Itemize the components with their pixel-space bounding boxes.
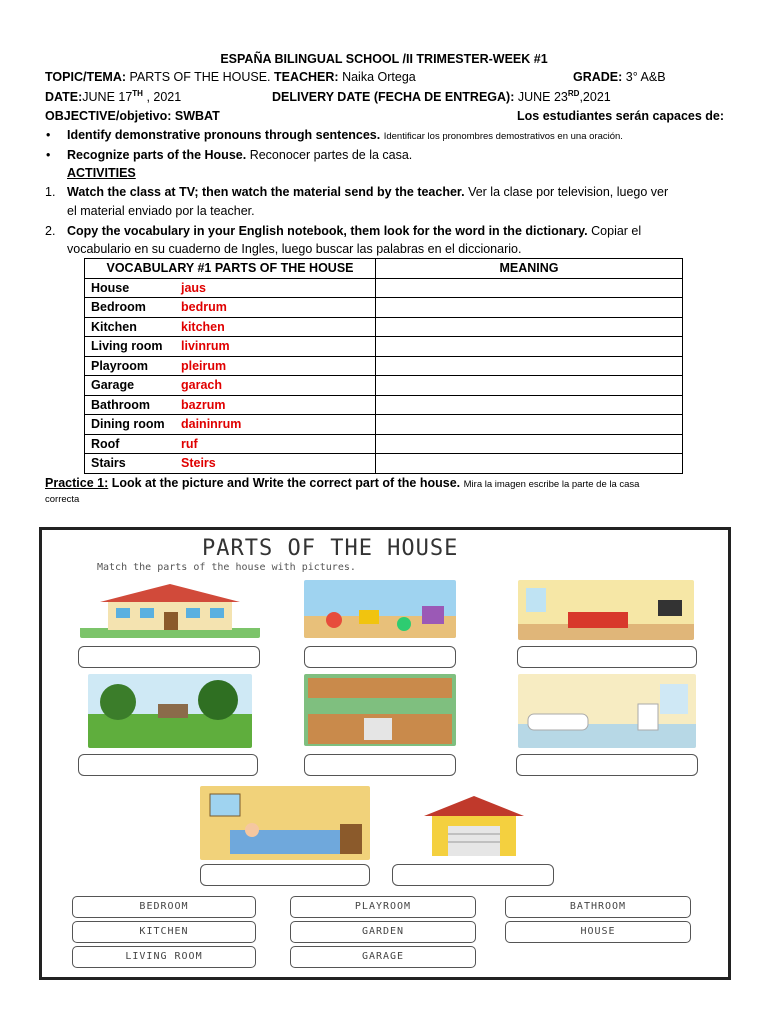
word-bank-item: KITCHEN	[72, 921, 256, 943]
delivery-year: ,2021	[579, 90, 611, 105]
grade-value: 3° A&B	[625, 70, 666, 84]
vocab-word: Garage	[91, 378, 135, 393]
table-row	[85, 278, 683, 298]
practice-es-cont: correcta	[45, 494, 80, 505]
vocab-table	[84, 258, 683, 474]
table-row	[85, 434, 683, 454]
playroom-picture	[304, 580, 456, 638]
vocab-cell	[85, 434, 376, 454]
meaning-cell[interactable]	[376, 356, 683, 376]
vocab-word: Playroom	[91, 358, 148, 373]
activity-es: Copiar el	[591, 224, 642, 238]
school-title: ESPAÑA BILINGUAL SCHOOL /II TRIMESTER-WEEK #1	[220, 52, 548, 66]
word-bank-item: GARDEN	[290, 921, 476, 943]
vocab-word: Stairs	[91, 456, 126, 471]
vocab-cell	[85, 395, 376, 415]
kitchen-picture	[304, 674, 456, 746]
objective-en: Recognize parts of the House.	[67, 148, 247, 162]
meaning-cell[interactable]	[376, 415, 683, 435]
activity-es-cont: vocabulario en su cuaderno de Ingles, luego buscar las palabras en el diccionario.	[67, 242, 522, 256]
vocab-pronunciation: Steirs	[181, 456, 216, 471]
table-header-row	[85, 259, 683, 279]
word-bank-item: GARAGE	[290, 946, 476, 968]
activity-item	[45, 185, 669, 199]
worksheet-title: PARTS OF THE HOUSE	[202, 536, 459, 561]
meaning-cell[interactable]	[376, 298, 683, 318]
vocab-word: Dining room	[91, 417, 165, 432]
objective-es: Reconocer partes de la casa.	[249, 148, 413, 162]
worksheet-image	[39, 527, 731, 980]
practice-es: Mira la imagen escribe la parte de la casa	[463, 479, 640, 490]
vocab-cell	[85, 298, 376, 318]
answer-box[interactable]	[78, 754, 258, 776]
vocab-word: Living room	[91, 339, 163, 354]
column-header-meaning: MEANING	[376, 259, 683, 279]
vocab-cell	[85, 278, 376, 298]
delivery-sup: RD	[567, 89, 580, 98]
vocab-cell	[85, 356, 376, 376]
word-bank-item: BATHROOM	[505, 896, 691, 918]
topic-line	[45, 70, 416, 84]
table-row	[85, 454, 683, 474]
objective-right: Los estudiantes serán capaces de:	[517, 109, 725, 123]
vocab-pronunciation: kitchen	[181, 319, 225, 334]
meaning-cell[interactable]	[376, 395, 683, 415]
meaning-cell[interactable]	[376, 376, 683, 396]
vocab-word: Kitchen	[91, 319, 137, 334]
answer-box[interactable]	[304, 754, 456, 776]
table-row	[85, 317, 683, 337]
vocab-pronunciation: pleirum	[181, 358, 227, 373]
vocab-word: Bathroom	[91, 397, 151, 412]
delivery-value: JUNE 23	[517, 90, 568, 105]
practice-line	[45, 476, 639, 490]
vocab-pronunciation: daininrum	[181, 417, 242, 432]
activity-es-cont: el material enviado por la teacher.	[67, 204, 255, 218]
date-value: JUNE 17	[82, 90, 133, 105]
vocab-pronunciation: livinrum	[181, 339, 230, 354]
word-bank-item: BEDROOM	[72, 896, 256, 918]
meaning-cell[interactable]	[376, 434, 683, 454]
vocab-pronunciation: jaus	[181, 280, 207, 295]
vocab-pronunciation: garach	[181, 378, 222, 393]
table-row	[85, 395, 683, 415]
vocab-cell	[85, 376, 376, 396]
vocab-cell	[85, 317, 376, 337]
living-room-picture	[518, 580, 694, 640]
delivery-label: DELIVERY DATE (FECHA DE ENTREGA):	[272, 90, 515, 105]
table-row	[85, 376, 683, 396]
word-bank-item: LIVING ROOM	[72, 946, 256, 968]
practice-label: Practice 1:	[45, 476, 109, 490]
teacher-label: TEACHER:	[274, 70, 339, 84]
table-row	[85, 415, 683, 435]
meaning-cell[interactable]	[376, 278, 683, 298]
house-picture	[80, 580, 260, 638]
activities-title: ACTIVITIES	[67, 166, 136, 180]
activity-item	[45, 224, 642, 238]
vocab-cell	[85, 454, 376, 474]
vocab-word: House	[91, 280, 130, 295]
objective-en: Identify demonstrative pronouns through sentences.	[67, 128, 381, 142]
vocab-word: Bedroom	[91, 300, 146, 315]
meaning-cell[interactable]	[376, 317, 683, 337]
activity-num: 1.	[45, 185, 56, 199]
activity-num: 2.	[45, 224, 56, 238]
word-bank-item: HOUSE	[505, 921, 691, 943]
answer-box[interactable]	[392, 864, 554, 886]
answer-box[interactable]	[304, 646, 456, 668]
vocab-pronunciation: bazrum	[181, 397, 226, 412]
objective-es: Identificar los pronombres demostrativos en una oración.	[383, 131, 623, 142]
answer-box[interactable]	[78, 646, 260, 668]
meaning-cell[interactable]	[376, 337, 683, 357]
delivery-date	[272, 89, 611, 104]
teacher-value: Naika Ortega	[342, 70, 416, 84]
worksheet-subtitle: Match the parts of the house with pictures.	[97, 562, 356, 573]
garden-picture	[88, 674, 252, 748]
bathroom-picture	[518, 674, 696, 748]
activity-en: Watch the class at TV; then watch the material send by the teacher.	[67, 185, 465, 199]
grade	[573, 70, 666, 84]
word-bank-item: PLAYROOM	[290, 896, 476, 918]
vocab-word: Roof	[91, 436, 120, 451]
topic-value: PARTS OF THE HOUSE.	[129, 70, 271, 84]
objective-label: OBJECTIVE/objetivo: SWBAT	[45, 109, 220, 123]
date-line	[45, 89, 181, 104]
date-label: DATE:	[45, 90, 83, 105]
vocab-pronunciation: bedrum	[181, 300, 227, 315]
meaning-cell[interactable]	[376, 454, 683, 474]
vocab-cell	[85, 415, 376, 435]
table-row	[85, 337, 683, 357]
table-row	[85, 298, 683, 318]
answer-box[interactable]	[517, 646, 697, 668]
answer-box[interactable]	[200, 864, 370, 886]
practice-en: Look at the picture and Write the correct part of the house.	[108, 476, 461, 490]
vocab-pronunciation: ruf	[181, 436, 198, 451]
activity-en: Copy the vocabulary in your English notebook, them look for the word in the dictionary.	[67, 224, 588, 238]
vocab-cell	[85, 337, 376, 357]
column-header-vocab: VOCABULARY #1 PARTS OF THE HOUSE	[85, 259, 376, 279]
answer-box[interactable]	[516, 754, 698, 776]
table-row	[85, 356, 683, 376]
garage-picture	[404, 794, 544, 858]
bedroom-picture	[200, 786, 370, 860]
activity-es: Ver la clase por television, luego ver	[468, 185, 669, 199]
topic-label: TOPIC/TEMA:	[45, 70, 127, 84]
grade-label: GRADE:	[573, 70, 623, 84]
date-sup: TH	[132, 89, 143, 98]
date-year: , 2021	[142, 90, 182, 105]
